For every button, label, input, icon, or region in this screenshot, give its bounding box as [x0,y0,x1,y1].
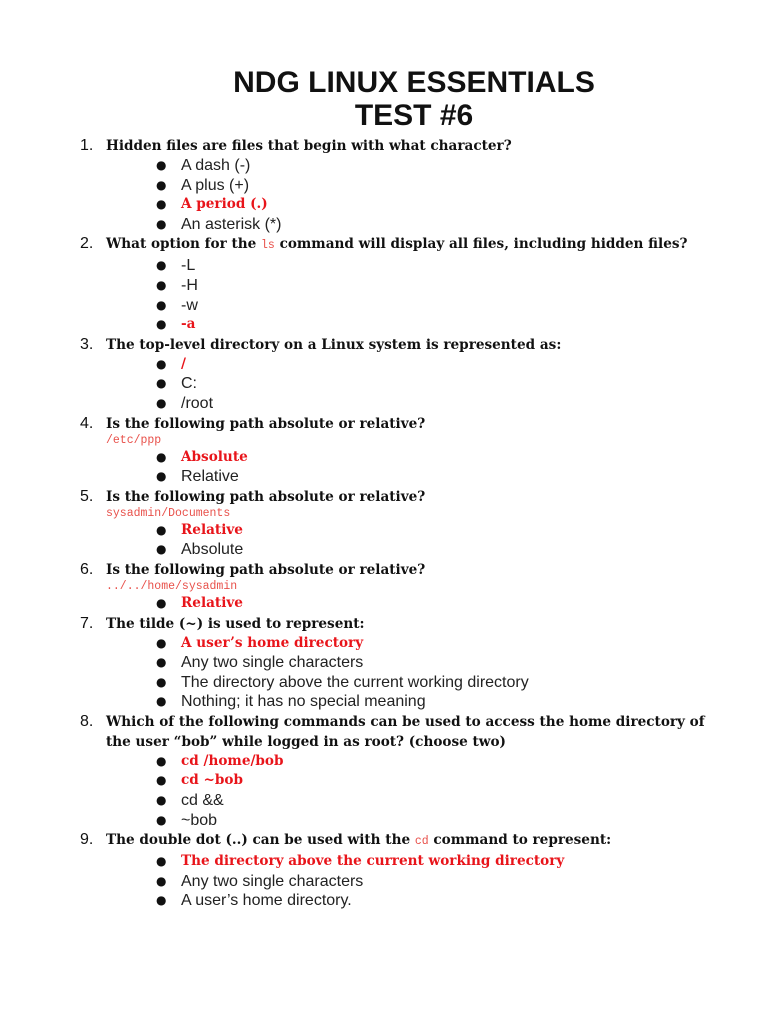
answer-text: An asterisk (*) [181,215,282,233]
answer-text: Any two single characters [181,872,364,890]
question-text-part: Which of the following commands can be used to access the home directory of the user “bob” while logged in as root? (choose two) [106,713,705,750]
answer-options [0,521,768,560]
question-number: 6. [80,560,94,578]
answer-options [0,752,768,830]
answer-option [0,872,768,892]
question-item [0,414,768,487]
question-text-part: Is the following path absolute or relative? [106,561,426,578]
answer-text: A user’s home directory. [181,892,352,910]
answer-text: C: [181,375,197,393]
answer-text: A user’s home directory [181,634,364,651]
answer-option [0,791,768,811]
answer-text: -H [181,276,198,294]
question-number: 9. [80,831,94,849]
question-number: 2. [80,235,94,253]
answer-text: -a [181,316,196,333]
question-list [0,136,768,911]
inline-code: cd [414,835,429,849]
answer-option-correct [0,634,768,654]
answer-text: A plus (+) [181,176,250,194]
bullet-icon: ● [156,317,167,332]
answer-option-correct [0,752,768,772]
answer-text: Relative [181,468,239,486]
answer-option-correct [0,448,768,468]
answer-text: / [181,355,186,372]
bullet-icon: ● [156,753,167,768]
question-text [106,830,726,852]
bullet-icon: ● [156,873,167,888]
answer-text: A period (.) [181,196,268,213]
question-text-part: What option for the [106,236,262,253]
path-example: ../../home/sysadmin [106,579,238,593]
answer-text: cd && [181,792,224,810]
answer-option [0,215,768,235]
question-text [106,136,726,156]
question-text [106,487,726,507]
question-text-part: Is the following path absolute or relative? [106,415,426,432]
answer-text: Absolute [181,448,248,465]
question-text [106,614,726,634]
answer-options [0,634,768,712]
answer-option-correct [0,521,768,541]
answer-text: Any two single characters [181,654,364,672]
bullet-icon: ● [156,177,167,192]
bullet-icon: ● [156,674,167,689]
path-example: /etc/ppp [106,433,162,447]
answer-text: -L [181,257,196,275]
answer-option [0,296,768,316]
answer-option-correct [0,771,768,791]
answer-option [0,653,768,673]
bullet-icon: ● [156,655,167,670]
answer-option-correct [0,355,768,375]
answer-option [0,394,768,414]
bullet-icon: ● [156,158,167,172]
bullet-icon: ● [156,258,167,273]
answer-text: ~bob [181,811,218,829]
answer-option [0,276,768,296]
answer-options [0,852,768,911]
bullet-icon: ● [156,356,167,371]
question-text-part: The tilde (~) is used to represent: [106,615,365,632]
answer-option [0,156,768,176]
answer-text: cd ~bob [181,772,243,789]
path-example: sysadmin/Documents [106,506,231,520]
question-number: 3. [80,335,94,353]
bullet-icon: ● [156,277,167,292]
answer-text: The directory above the current working directory [181,853,565,870]
bullet-icon: ● [156,812,167,827]
answer-text: Absolute [181,541,244,559]
title-block [0,66,768,132]
bullet-icon: ● [156,635,167,650]
question-number: 7. [80,614,94,632]
answer-option-correct [0,852,768,872]
answer-option-correct [0,195,768,215]
question-item [0,136,768,234]
bullet-icon: ● [156,376,167,391]
question-number: 4. [80,414,94,432]
answer-option-correct [0,315,768,335]
answer-option [0,811,768,831]
bullet-icon: ● [156,694,167,709]
answer-option [0,540,768,560]
bullet-icon: ● [156,595,167,610]
answer-option [0,673,768,693]
answer-option [0,891,768,911]
question-item [0,614,768,712]
bullet-icon: ● [156,522,167,537]
question-text-part: The top-level directory on a Linux system is represented as: [106,336,562,353]
answer-options [0,156,768,234]
bullet-icon: ● [156,216,167,231]
question-item [0,560,768,614]
question-number: 8. [80,712,94,730]
question-text-part: Is the following path absolute or relative? [106,488,426,505]
bullet-icon: ● [156,773,167,788]
answer-text: A dash (-) [181,157,251,174]
question-text [106,560,726,580]
bullet-icon: ● [156,893,167,908]
answer-options [0,448,768,487]
answer-option [0,176,768,196]
answer-option [0,256,768,276]
answer-text: The directory above the current working directory [181,673,529,691]
answer-option-correct [0,594,768,614]
bullet-icon: ● [156,469,167,484]
question-item [0,487,768,560]
bullet-icon: ● [156,542,167,557]
answer-text: cd /home/bob [181,752,284,769]
question-text-part: The double dot (..) can be used with the [106,832,415,849]
answer-text: Relative [181,594,243,611]
question-item [0,234,768,334]
answer-text: Relative [181,521,243,538]
question-text [106,414,726,434]
question-item [0,335,768,414]
question-number: 5. [80,487,94,505]
answer-options [0,594,768,614]
bullet-icon: ● [156,297,167,312]
question-text-part: command to represent: [428,832,612,849]
answer-options [0,355,768,414]
question-text [106,234,726,256]
answer-option [0,374,768,394]
page-title: NDG LINUX ESSENTIALS [233,66,595,99]
question-text [106,712,726,752]
question-text-part: command will display all files, including hidden files? [274,236,688,253]
question-text-part: Hidden files are files that begin with what character? [106,138,512,154]
question-text [106,335,726,355]
answer-options [0,256,768,334]
answer-text: /root [181,394,214,412]
bullet-icon: ● [156,854,167,869]
answer-option [0,692,768,712]
bullet-icon: ● [156,793,167,808]
bullet-icon: ● [156,395,167,410]
answer-text: Nothing; it has no special meaning [181,693,426,711]
question-item [0,830,768,911]
answer-text: -w [181,296,198,314]
question-item [0,712,768,830]
question-number: 1. [80,137,94,154]
inline-code: ls [261,239,275,253]
bullet-icon: ● [156,197,167,212]
page-subtitle: TEST #6 [354,99,474,132]
answer-option [0,467,768,487]
bullet-icon: ● [156,449,167,464]
